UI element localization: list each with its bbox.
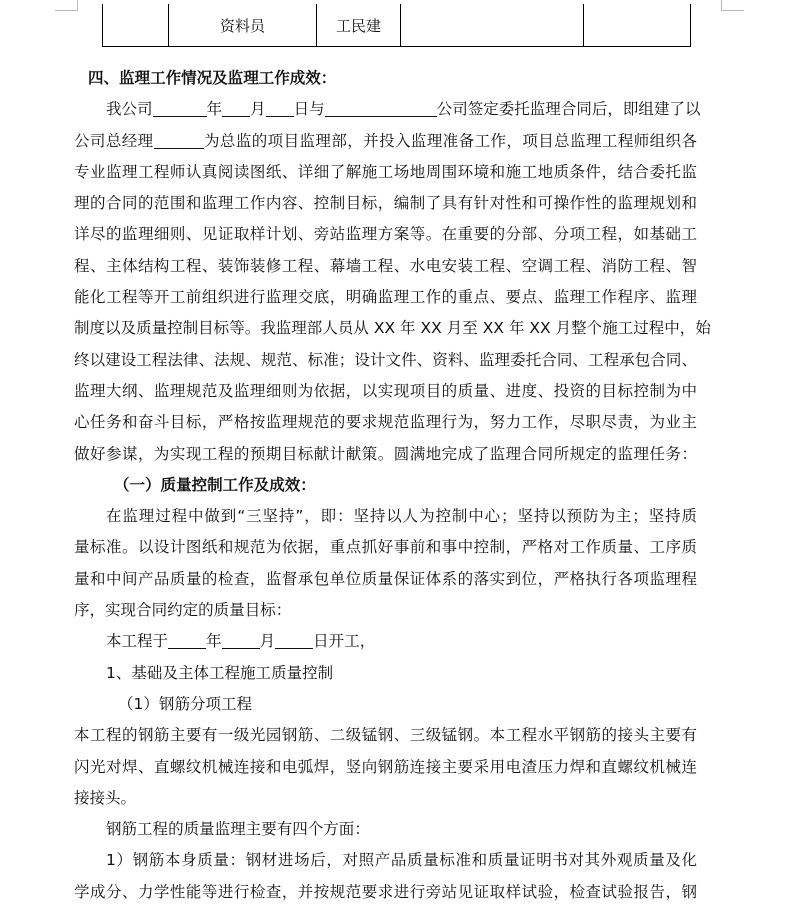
paragraph-line: 能化工程等开工前组织进行监理交底，明确监理工作的重点、要点、监理工作程序、监理 <box>74 288 697 307</box>
paragraph-line: 程、主体结构工程、装饰装修工程、幕墙工程、水电安装工程、空调工程、消防工程、智 <box>74 256 697 275</box>
paragraph-line: 钢筋工程的质量监理主要有四个方面： <box>106 820 370 839</box>
paragraph-line: 量标准。以设计图纸和规范为依据，重点抓好事前和事中控制，严格对工作质量、工序质 <box>74 538 697 557</box>
document-body <box>74 63 711 908</box>
paragraph-line: 终以建设工程法律、法规、规范、标准；设计文件、资料、监理委托合同、工程承包合同、 <box>74 350 697 369</box>
blank-underline <box>153 98 207 117</box>
paragraph-line: 学成分、力学性能等进行检查，并按规范要求进行旁站见证取样试验，检查试验报告，钢 <box>74 882 697 901</box>
page-corner-mark-left <box>55 0 78 11</box>
paragraph-line <box>74 126 697 157</box>
table-cell-major: 工民建 <box>317 4 401 46</box>
blank-underline <box>266 98 294 117</box>
paragraph-line: （一）质量控制工作及成效： <box>114 475 316 494</box>
line-text: 我公司 <box>106 100 153 119</box>
table-cell <box>401 4 584 46</box>
paragraph-line <box>74 94 701 125</box>
blank-underline <box>154 130 204 149</box>
paragraph-line: 1、基础及主体工程施工质量控制 <box>106 663 334 682</box>
paragraph-line: 序，实现合同约定的质量目标： <box>74 601 292 620</box>
blank-underline <box>168 630 206 649</box>
paragraph-line: 心任务和奋斗目标，严格按监理规范的要求规范监理行为，努力工作，尽职尽责，为业主 <box>74 413 697 432</box>
paragraph-line: 四、监理工作情况及监理工作成效： <box>88 69 337 87</box>
paragraph-line: 理的合同的范围和监理工作内容、控制目标，编制了具有针对性和可操作性的监理规划和 <box>74 194 697 213</box>
blank-underline <box>222 98 250 117</box>
line-text: 日开工， <box>313 632 376 651</box>
paragraph-line: 闪光对焊、直螺纹机械连接和电弧焊，竖向钢筋连接主要采用电渣压力焊和直螺纹机械连 <box>74 757 697 776</box>
page-corner-mark-right <box>721 0 744 11</box>
paragraph-line: 本工程的钢筋主要有一级光园钢筋、二级锰钢、三级锰钢。本工程水平钢筋的接头主要有 <box>74 726 697 745</box>
paragraph-line: 做好参谋，为实现工程的预期目标献计献策。圆满地完成了监理合同所规定的监理任务： <box>74 444 697 463</box>
line-text: 月 <box>250 100 266 119</box>
line-text: 公司总经理 <box>74 131 154 150</box>
table-cell <box>103 4 169 46</box>
blank-underline <box>325 98 437 117</box>
line-text: 月 <box>259 632 276 651</box>
table-cell-role: 资料员 <box>169 4 317 46</box>
line-text: 年 <box>206 100 223 119</box>
line-text: 日与 <box>293 100 325 119</box>
paragraph-line: 详尽的监理细则、见证取样计划、旁站监理方案等。在重要的分部、分项工程，如基础工 <box>74 225 697 244</box>
paragraph-line: 1）钢筋本身质量：钢材进场后，对照产品质量标准和质量证明书对其外观质量及化 <box>106 851 697 870</box>
paragraph-line: 接接头。 <box>74 788 137 807</box>
paragraph-line: （1）钢筋分项工程 <box>118 694 253 713</box>
line-text: 为总监的项目监理部，并投入监理准备工作，项目总监理工程师组织各 <box>203 131 698 150</box>
paragraph-line: 监理大纲、监理规范及监理细则为依据，以实现项目的质量、进度、投资的目标控制为中 <box>74 381 697 400</box>
paragraph-line: 在监理过程中做到“三坚持”，即：坚持以人为控制中心；坚持以预防为主；坚持质 <box>106 507 697 526</box>
paragraph-line: 制度以及质量控制目标等。我监理部人员从 XX 年 XX 月至 XX 年 XX 月整个施工过程中，始 <box>74 319 711 338</box>
blank-underline <box>275 630 313 649</box>
paragraph-line <box>74 626 697 657</box>
paragraph-line: 量和中间产品质量的检查，监督承包单位质量保证体系的落实到位，严格执行各项监理程 <box>74 569 697 588</box>
paragraph-line: 专业监理工程师认真阅读图纸、详细了解施工场地周围环境和施工地质条件，结合委托监 <box>74 162 697 181</box>
line-text: 年 <box>206 632 222 651</box>
line-text: 公司签定委托监理合同后，即组建了以 <box>436 100 701 119</box>
blank-underline <box>222 630 260 649</box>
table-cell <box>584 4 690 46</box>
staff-table-row <box>102 4 691 47</box>
line-text: 本工程于 <box>106 632 169 651</box>
